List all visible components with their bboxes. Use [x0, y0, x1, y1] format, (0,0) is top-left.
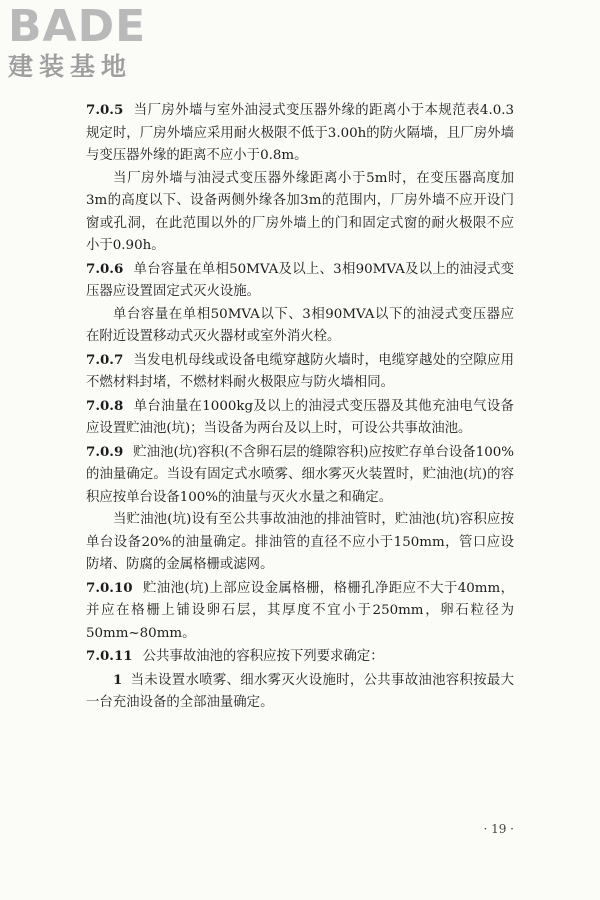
clause-text: 单台容量在单相50MVA及以上、3相90MVA及以上的油浸式变压器应设置固定式灭火设施。	[86, 261, 514, 299]
clause-text: 当厂房外墙与室外油浸式变压器外缘的距离小于本规范表4.0.3规定时，厂房外墙应采用耐火极限不低于3.00h的防火隔墙，且厂房外墙与变压器外缘的距离不应小于0.8m。	[86, 103, 514, 163]
clause-number: 7.0.11	[86, 648, 133, 664]
clause-number: 7.0.8	[86, 397, 124, 414]
paragraph: 当贮油池(坑)设有至公共事故油池的排油管时，贮油池(坑)容积应按单台设备20%的油量确定。排油管的直径不应小于150mm，管口应设防堵、防腐的金属格栅或滤网。	[86, 512, 514, 572]
logo	[8, 1, 147, 82]
logo-wordmark: BADE	[8, 1, 147, 52]
paragraph: 当厂房外墙与油浸式变压器外缘距离小于5m时，在变压器高度加3m的高度以下、设备两侧外缘各加3m的范围内，厂房外墙不应开设门窗或孔洞，在此范围以外的厂房外墙上的门和固定式窗的耐火极限不应小于0.90h。	[86, 170, 514, 253]
clause-7-0-7	[86, 349, 514, 395]
clause-number: 7.0.6	[86, 260, 124, 277]
clause-7-0-10	[86, 577, 514, 646]
clause-text: 贮油池(坑)上部应设金属格栅，格栅孔净距应不大于40mm，并应在格栅上铺设卵石层，其厚度不宜小于250mm，卵石粒径为50mm~80mm。	[86, 580, 514, 641]
clause-text: 单台油量在1000kg及以上的油浸式变压器及其他充油电气设备应设置贮油池(坑)；当设备为两台及以上时，可设公共事故油池。	[86, 398, 514, 436]
clause-7-0-8	[86, 395, 514, 441]
logo-subtitle: 建装基地	[8, 52, 133, 81]
clause-text: 当发电机母线或设备电缆穿越防火墙时，电缆穿越处的空隙应用不燃材料封堵，不燃材料耐火极限应与防火墙相同。	[86, 352, 514, 390]
clause-text: 公共事故油池的容积应按下列要求确定：	[142, 649, 384, 664]
clause-7-0-5	[86, 99, 514, 168]
clause-number: 7.0.9	[86, 443, 124, 460]
list-item	[86, 669, 514, 715]
page-number: · 19 ·	[483, 822, 514, 836]
document-body	[86, 99, 514, 715]
item-number: 1	[113, 671, 123, 688]
clause-number: 7.0.5	[86, 102, 124, 118]
item-text: 当未设置水喷雾、细水雾灭火设施时，公共事故油池容积按最大一台充油设备的全部油量确定。	[86, 672, 514, 710]
clause-7-0-6	[86, 258, 514, 304]
clause-number: 7.0.7	[86, 351, 124, 368]
clause-number: 7.0.10	[86, 579, 133, 596]
clause-7-0-9	[86, 441, 514, 510]
clause-text: 贮油池(坑)容积(不含卵石层的缝隙容积)应按贮存单台设备100%的油量确定。当设有固定式水喷雾、细水雾灭火装置时，贮油池(坑)的容积应按单台设备100%的油量与灭火水量之和确定。	[86, 444, 514, 505]
clause-7-0-11	[86, 645, 514, 669]
paragraph: 单台容量在单相50MVA以下、3相90MVA以下的油浸式变压器应在附近设置移动式灭火器材或室外消火栓。	[86, 306, 514, 344]
